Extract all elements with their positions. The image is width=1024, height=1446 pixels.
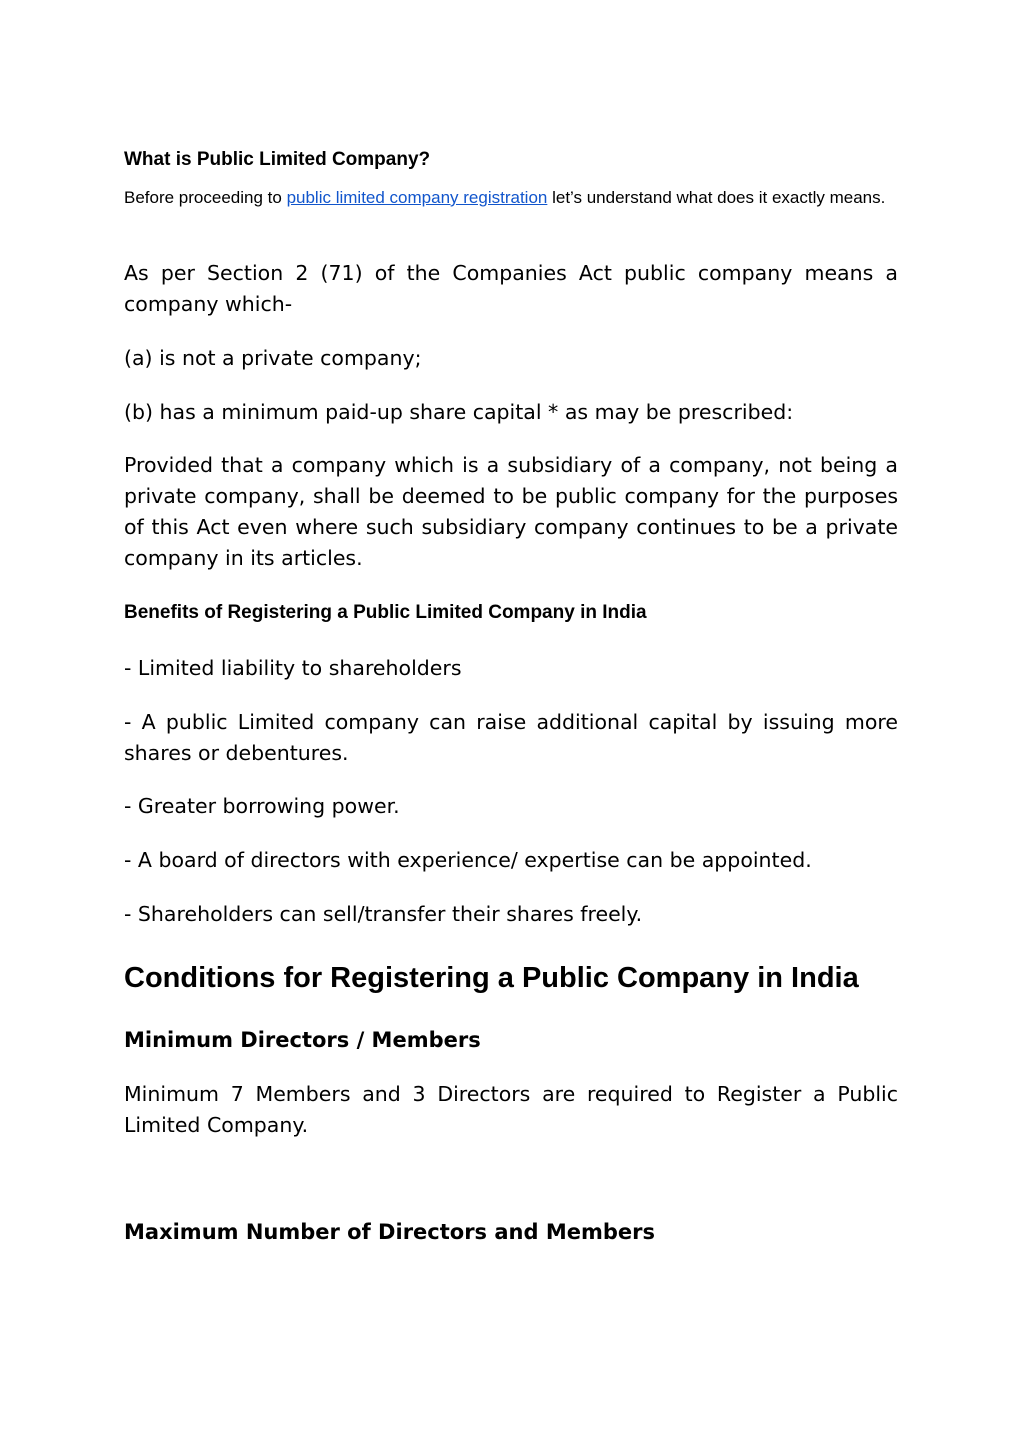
document-page <box>124 0 898 1446</box>
benefit-item: - A board of directors with experience/ expertise can be appointed. <box>124 848 812 872</box>
intro-text-after: let’s understand what does it exactly means. <box>547 188 886 207</box>
proviso-paragraph: Provided that a company which is a subsidiary of a company, not being a private company, shall be deemed to be public company for the purposes of this Act even where such subsidiary company continues to be a private company in its articles. <box>124 453 898 570</box>
definition-item-a: (a) is not a private company; <box>124 346 422 370</box>
section-heading-what-is: What is Public Limited Company? <box>124 149 431 170</box>
definition-lead-paragraph: As per Section 2 (71) of the Companies Act public company means a company which- <box>124 261 898 316</box>
conditions-heading: Conditions for Registering a Public Company in India <box>124 962 859 994</box>
intro-paragraph <box>124 186 898 211</box>
benefit-item: - Limited liability to shareholders <box>124 656 462 680</box>
maximum-directors-heading: Maximum Number of Directors and Members <box>124 1220 655 1244</box>
benefits-heading: Benefits of Registering a Public Limited Company in India <box>124 602 647 623</box>
public-limited-company-registration-link[interactable]: public limited company registration <box>286 188 548 207</box>
minimum-directors-heading: Minimum Directors / Members <box>124 1028 481 1052</box>
definition-item-b: (b) has a minimum paid-up share capital * as may be prescribed: <box>124 400 794 424</box>
minimum-directors-paragraph: Minimum 7 Members and 3 Directors are required to Register a Public Limited Company. <box>124 1082 898 1137</box>
benefit-item: - A public Limited company can raise additional capital by issuing more shares or debentures. <box>124 710 898 765</box>
intro-text-before: Before proceeding to <box>124 188 287 207</box>
benefit-item: - Greater borrowing power. <box>124 794 400 818</box>
benefit-item: - Shareholders can sell/transfer their shares freely. <box>124 902 643 926</box>
